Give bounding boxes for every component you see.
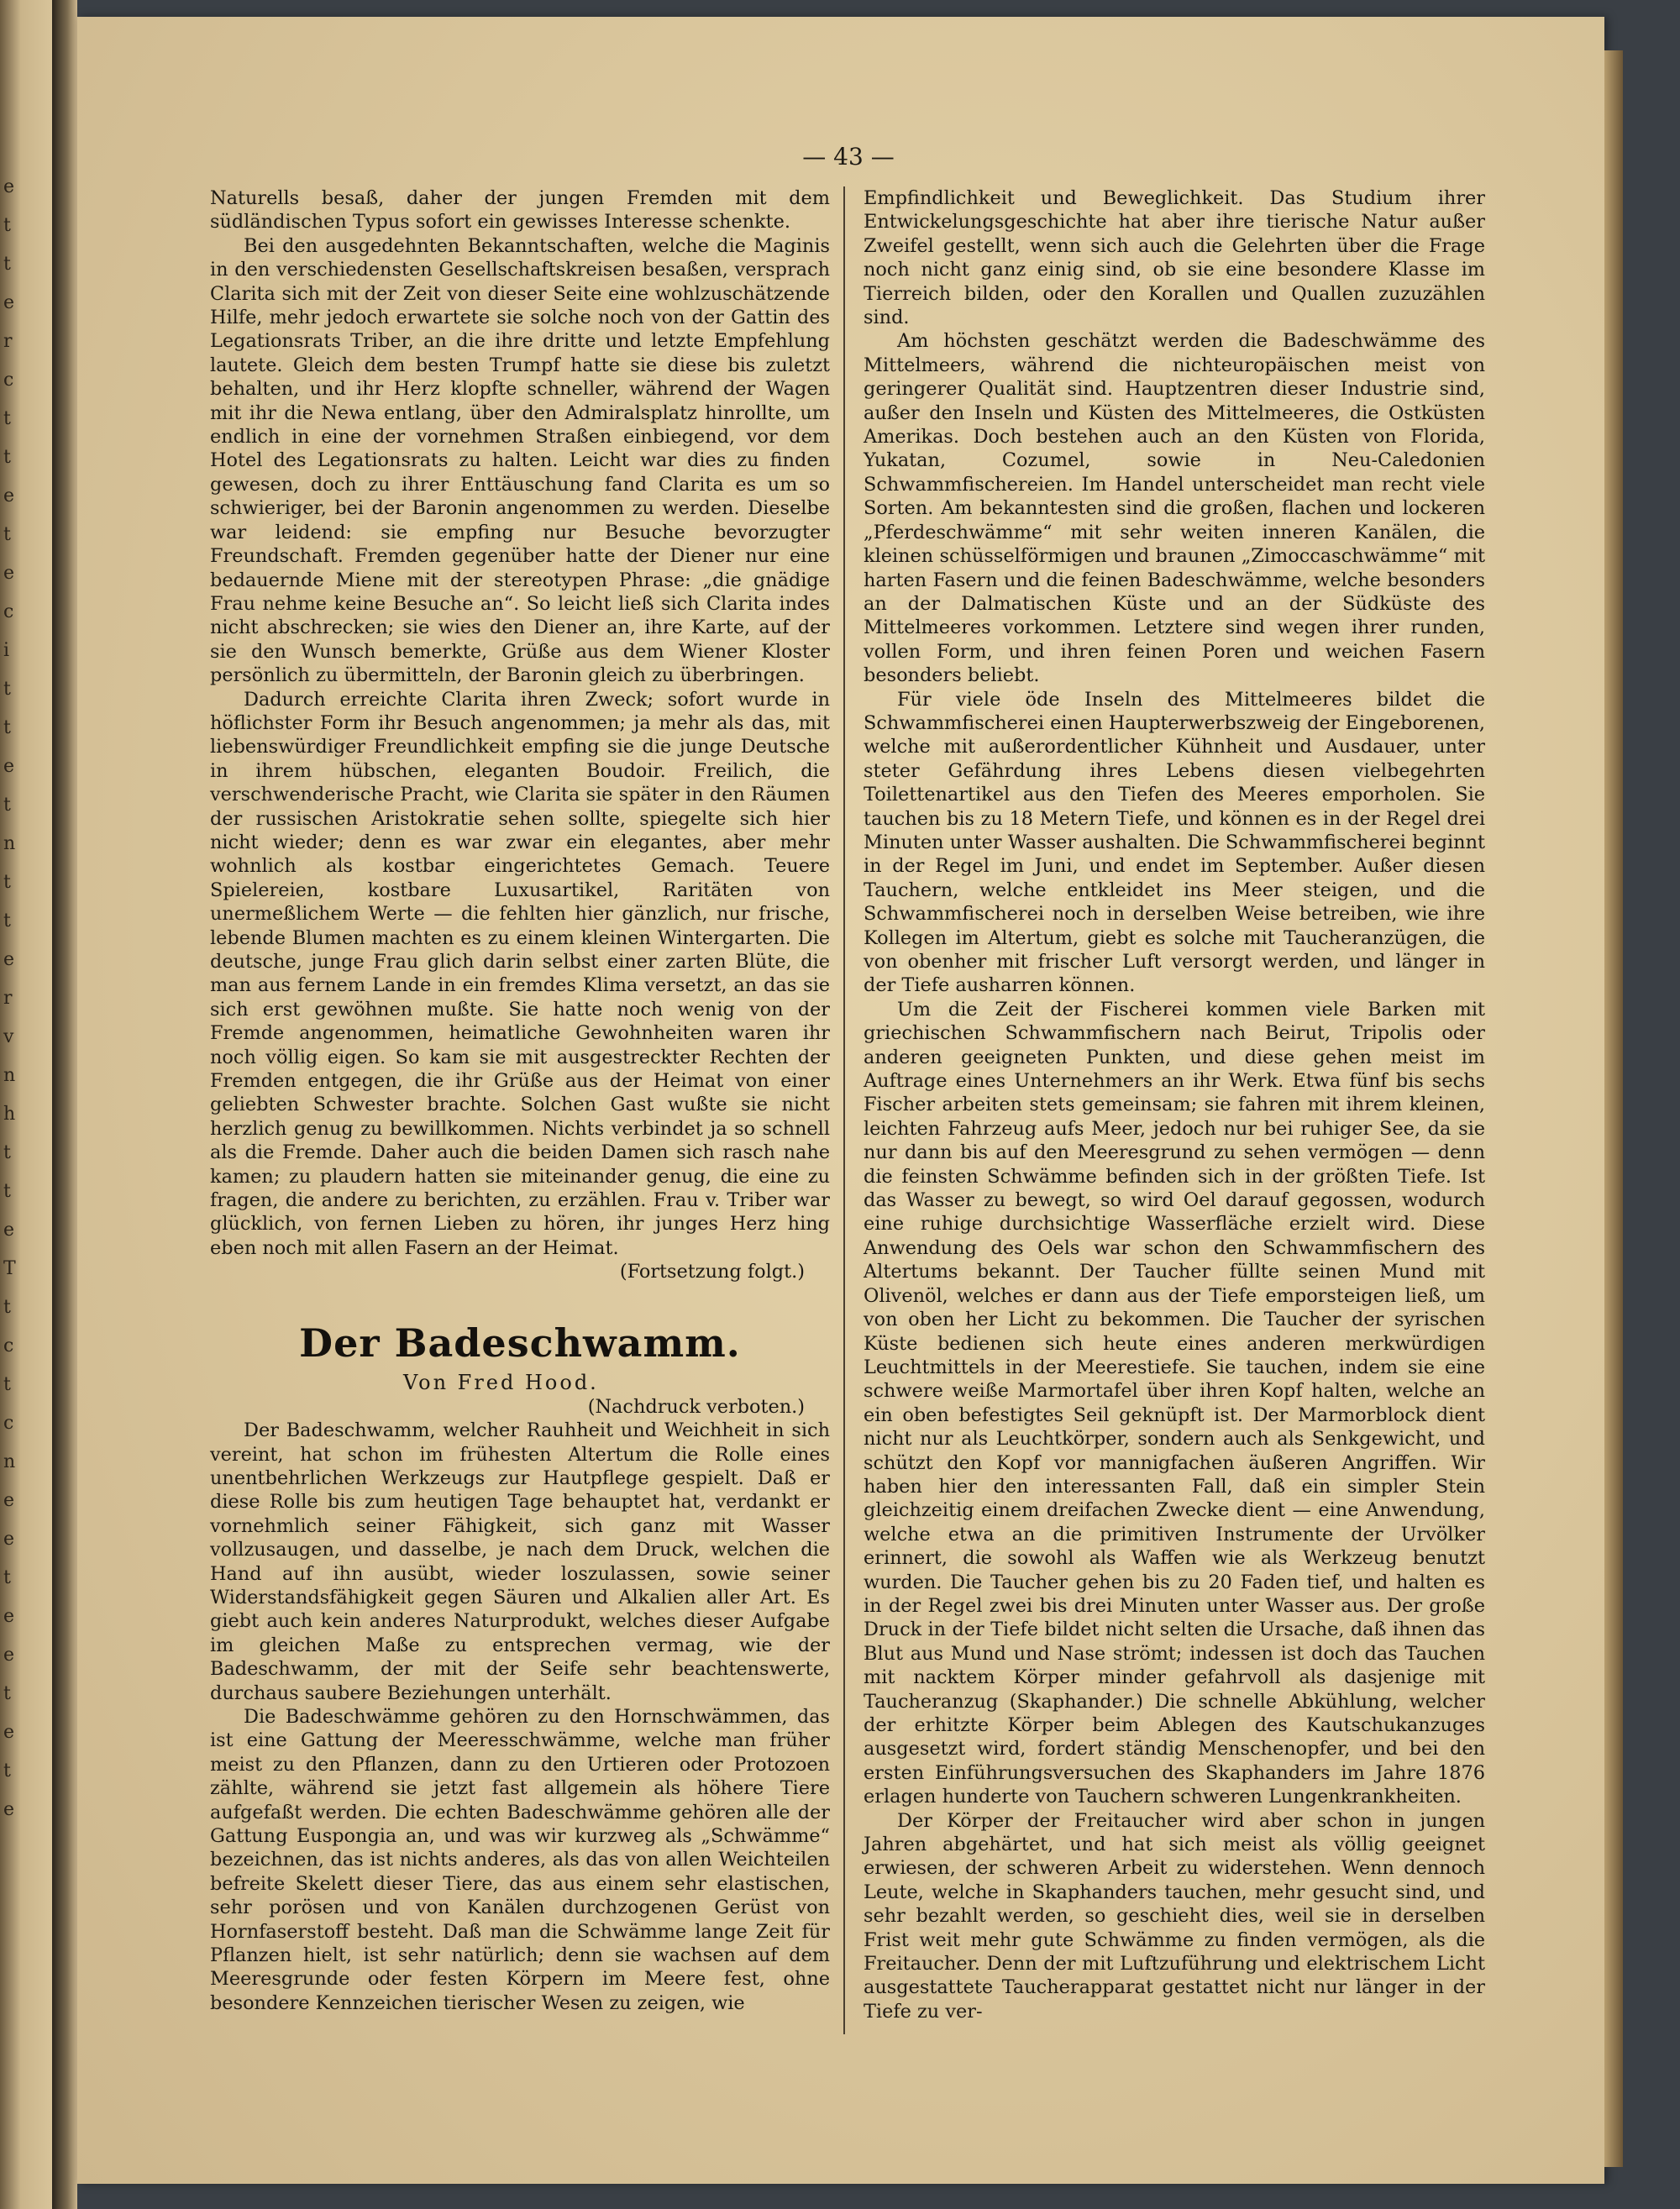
right-paragraph: Empfindlichkeit und Beweglichkeit. Das Studium ihrer Entwickelungsgeschichte hat aber ihre tierische Natur außer Zweifel gestellt, wenn sich auch die Gelehrten über die Frage noch nicht ganz einig sind, ob sie eine besondere Klasse im Tierreich bilden, oder den Korallen und Quallen zuzuzählen sind. (864, 187, 1485, 329)
right-column (864, 186, 1485, 2023)
column-divider (843, 186, 845, 2034)
left-paragraph: Naturells besaß, daher der jungen Fremden mit dem südländischen Typus sofort ein gewisses Interesse schenkte. (210, 187, 830, 233)
article-title: Der Badeschwamm. (299, 1320, 741, 1366)
left-page-edge-text: e t t e r c t t e t e c i t t e t n t t e r v n h t t e T t c t c n e e t e e t e t e (3, 176, 16, 1820)
left-paragraph: Dadurch erreichte Clarita ihren Zweck; sofort wurde in höflichster Form ihr Besuch angenommen; ja mehr als das, mit liebenswürdiger Freundlichkeit empfing sie die junge Deutsche in ihrem hübschen, eleganten Boudoir. Freilich, die verschwenderische Pracht, wie Clarita sie später in den Räumen der russischen Aristokratie sehen sollte, spiegelte sich hier nicht wieder; denn es war zwar ein elegantes, aber mehr wohnlich als kostbar eingerichtetes Gemach. Teuere Spielereien, kostbare Luxusartikel, Raritäten von unermeßlichem Werte — die fehlten hier gänzlich, nur frische, lebende Blumen machten es zu einem kleinen Wintergarten. Die deutsche, junge Frau glich darin selbst einer zarten Blüte, die man aus fernem Lande in ein fremdes Klima versetzt, an das sie sich erst gewöhnen mußte. Sie hatte noch wenig von der Fremde angenommen, heimatliche Gewohnheiten waren ihr noch völlig eigen. So kam sie mit ausgestreckter Rechten der Fremden entgegen, die ihr Grüße aus der Heimat von einer geliebten Schwester brachte. Solchen Gast wußte sie nicht herzlich genug zu bewillkommen. Nichts verbindet ja so schnell als die Fremde. Daher auch die beiden Damen sich rasch nahe kamen; zu plaudern hatten sie miteinander genug, die eine zu fragen, die andere zu berichten, zu erzählen. Frau v. Triber war glücklich, von fernen Lieben zu hören, ihr junges Herz hing eben noch mit allen Fasern an der Heimat. (210, 688, 830, 1259)
page-number: — 43 — (802, 143, 895, 171)
right-paragraph: Am höchsten geschätzt werden die Badeschwämme des Mittelmeers, während die nichteuropäischen meist von geringerer Qualität sind. Hauptzentren dieser Industrie sind, außer den Inseln und Küsten des Mittelmeeres, die Ostküsten Amerikas. Doch bestehen auch an den Küsten von Florida, Yukatan, Cozumel, sowie in Neu-Caledonien Schwammfischereien. Im Handel unterscheidet man recht viele Sorten. Am bekanntesten sind die großen, flachen und lockeren „Pferdeschwämme“ mit sehr weiten inneren Kanälen, die kleinen schüsselförmigen und braunen „Zimoccaschwämme“ mit harten Fasern und die feinen Badeschwämme, welche besonders an der Dalmatischen Küste und an der Südküste des Mittelmeeres vorkommen. Letztere sind wegen ihrer runden, vollen Form, und ihren feinen Poren und weichen Fasern besonders beliebt. (864, 330, 1485, 687)
continuation-note: (Fortsetzung folgt.) (619, 1261, 805, 1283)
left-paragraph: Bei den ausgedehnten Bekanntschaften, welche die Maginis in den verschiedensten Gesellschaftskreisen besaßen, versprach Clarita sich mit der Zeit von dieser Seite eine wohlzuschätzende Hilfe, mehr jedoch erwartete sie solche noch von der Gattin des Legationsrats Triber, an die ihre dritte und letzte Empfehlung lautete. Gleich dem besten Trumpf hatte sie diese bis zuletzt behalten, und ihr Herz klopfte schneller, während der Wagen mit ihr die Newa entlang, über den Admiralsplatz hinrollte, um endlich in eine der vornehmen Straßen einbiegend, vor dem Hotel des Legationsrats zu halten. Leicht war dies zu finden gewesen, doch zu ihrer Enttäuschung fand Clarita es um so schwieriger, bei der Baronin angenommen zu werden. Dieselbe war leidend: sie empfing nur Besuche bevorzugter Freundschaft. Fremden gegenüber hatte der Diener nur eine bedauernde Miene mit der stereotypen Phrase: „die gnädige Frau nehme keine Besuche an“. So leicht ließ sich Clarita indes nicht abschrecken; sie wies den Diener an, ihre Karte, auf der sie den Wunsch bemerkte, Grüße aus dem Wiener Kloster persönlich zu übermitteln, der Baronin gleich zu überbringen. (210, 234, 830, 687)
right-page-edge (1604, 50, 1623, 2167)
reprint-note: (Nachdruck verboten.) (587, 1395, 805, 1418)
article-author: Von Fred Hood. (403, 1370, 599, 1394)
left-page-edge (0, 0, 52, 2209)
right-paragraph: Der Körper der Freitaucher wird aber schon in jungen Jahren abgehärtet, und hat sich meist als völlig geeignet erwiesen, der schweren Arbeit zu widerstehen. Wenn dennoch Leute, welche in Skaphanders tauchen, mehr gesucht sind, und sehr bezahlt werden, so geschieht dies, weil sie in derselben Frist weit mehr gute Schwämme zu finden vermögen, als die Freitaucher. Denn der mit Luftzuführung und elektrischem Licht ausgestattete Taucherapparat gestattet nicht nur länger in der Tiefe zu ver- (864, 1809, 1485, 2023)
book-gutter (52, 0, 77, 2209)
article-paragraph: Die Badeschwämme gehören zu den Hornschwämmen, das ist eine Gattung der Meeresschwämme, welche man früher meist zu den Pflanzen, dann zu den Urtieren oder Protozoen zählte, während sie jetzt fast allgemein als höhere Tiere aufgefaßt werden. Die echten Badeschwämme gehören alle der Gattung Euspongia an, und was wir kurzweg als „Schwämme“ bezeichnen, das ist nichts anderes, als das von allen Weichteilen befreite Skelett dieser Tiere, das aus einem sehr elastischen, sehr porösen und von Kanälen durchzogenen Gerüst von Hornfaserstoff besteht. Daß man die Schwämme lange Zeit für Pflanzen hielt, ist sehr natürlich; denn sie wachsen auf dem Meeresgrunde oder festen Körpern im Meere fest, ohne besondere Kennzeichen tierischer Wesen zu zeigen, wie (210, 1705, 830, 2014)
left-column (210, 186, 830, 2015)
right-paragraph: Für viele öde Inseln des Mittelmeeres bildet die Schwammfischerei einen Haupterwerbszweig der Eingeborenen, welche mit außerordentlicher Kühnheit und Ausdauer, unter steter Gefährdung ihres Lebens diesen vielbegehrten Toilettenartikel aus den Tiefen des Meeres emporholen. Sie tauchen bis zu 18 Metern Tiefe, und können es in der Regel drei Minuten unter Wasser aushalten. Die Schwammfischerei beginnt in der Regel im Juni, und endet im September. Außer diesen Tauchern, welche entkleidet ins Meer steigen, und die Schwammfischerei noch in derselben Weise betreiben, wie ihre Kollegen im Altertum, giebt es solche mit Taucheranzügen, die von obenher mit frischer Luft versorgt werden, und länger in der Tiefe ausharren können. (864, 688, 1486, 997)
right-paragraph: Um die Zeit der Fischerei kommen viele Barken mit griechischen Schwammfischern nach Beirut, Tripolis oder anderen geeigneten Punkten, und diese gehen meist im Auftrage eines Unternehmers an ihr Werk. Etwa fünf bis sechs Fischer arbeiten stets gemeinsam; sie fahren mit ihrem kleinen, leichten Fahrzeug aufs Meer, jedoch nur bei ruhiger See, da sie nur dann bis auf den Meeresgrund zu sehen vermögen — denn die feinsten Schwämme befinden sich in der größten Tiefe. Ist das Wasser zu bewegt, so wird Oel darauf gegossen, wodurch eine ruhige durchsichtige Wasserfläche erzielt wird. Diese Anwendung des Oels war schon den Schwammfischern des Altertums bekannt. Der Taucher füllte seinen Mund mit Olivenöl, welches er dann aus der Tiefe emporsteigen ließ, um von oben her Licht zu bekommen. Die Taucher der syrischen Küste bedienen sich heute eines anderen merkwürdigen Leuchtmittels in der Meerestiefe. Sie tauchen, indem sie eine schwere weiße Marmortafel über ihren Kopf halten, welche an ein oben befestigtes Seil geknüpft ist. Der Marmorblock dient nicht nur als Leuchtkörper, sondern auch als Senkgewicht, und schützt den Kopf vor mannigfachen äußeren Angriffen. Wir haben hier den interessanten Fall, daß ein simpler Stein gleichzeitig einem dreifachen Zwecke dient — eine Anwendung, welche etwa an die primitiven Instrumente der Urvölker erinnert, die sowohl als Waffen wie als Werkzeug benutzt wurden. Die Taucher gehen bis zu 20 Faden tief, und halten es in der Regel zwei bis drei Minuten unter Wasser aus. Der große Druck in der Tiefe bildet nicht selten die Ursache, daß ihnen das Blut aus Mund und Nase strömt; indessen ist doch das Tauchen mit nacktem Körper minder gefahrvoll als dasjenige mit Taucheranzug (Skaphander.) Die schnelle Abkühlung, welcher der erhitzte Körper beim Ablegen des Kautschukanzuges ausgesetzt wird, fordert ständig Menschenopfer, und bei den ersten Einführungsversuchen des Skaphanders im Jahre 1876 erlagen hunderte von Tauchern schweren Lungenkrankheiten. (864, 998, 1485, 1808)
article-paragraph: Der Badeschwamm, welcher Rauhheit und Weichheit in sich vereint, hat schon im frühesten Altertum die Rolle eines unentbehrlichen Werkzeugs zur Hautpflege gespielt. Daß er diese Rolle bis zum heutigen Tage behauptet hat, verdankt er vornehmlich seiner Fähigkeit, sich ganz mit Wasser vollzusaugen, und dasselbe, je nach dem Druck, welchen die Hand auf ihn ausübt, wieder loszulassen, sowie seiner Widerstandsfähigkeit gegen Säuren und Alkalien aller Art. Es giebt auch kein anderes Naturprodukt, welches dieser Aufgabe im gleichen Maße zu entsprechen vermag, wie der Badeschwamm, der mit der Seife sehr beachtenswerte, durchaus saubere Beziehungen unterhält. (210, 1419, 830, 1704)
